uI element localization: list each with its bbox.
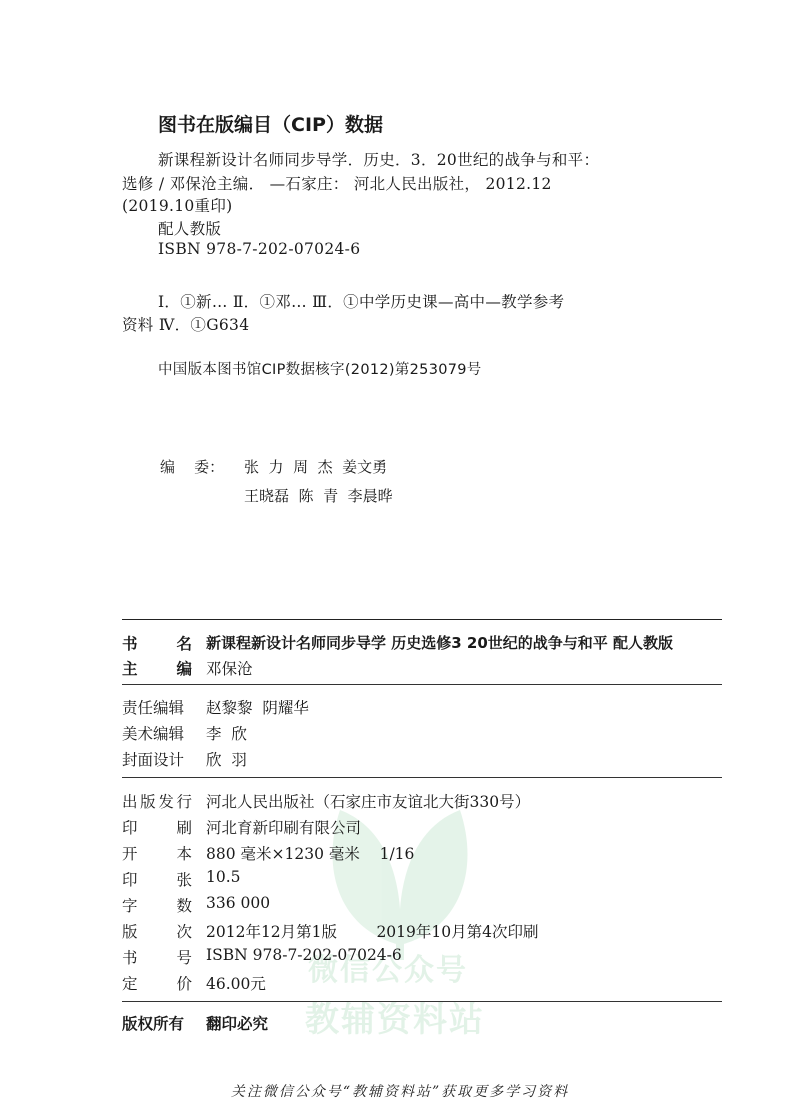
staff-value: 欣 羽 [206,751,247,769]
staff-label: 责任编辑 [122,699,185,717]
sheets-label-char: 张 [176,871,192,889]
word-count-value: 336 000 [206,894,271,912]
staff-value: 李 欣 [206,725,247,743]
printer-label-char: 刷 [176,819,192,837]
cip-classification-cont: 资料 Ⅳ．①G634 [122,316,250,334]
sheets-value: 10.5 [206,868,241,886]
rights-row [122,1012,268,1034]
cip-line-3: (2019.10重印) [122,197,233,215]
editors-row-1: 张 力 周 杰 姜文勇 [244,458,388,476]
staff-row [122,696,309,718]
word-count-row [122,894,270,916]
chief-editor-value: 邓保沧 [206,660,253,678]
staff-value: 赵黎黎 阴耀华 [206,699,309,717]
cip-classification: Ⅰ．①新… Ⅱ．①邓… Ⅲ．①中学历史课—高中—教学参考 [158,293,565,311]
word-count-label-char: 字 [122,897,138,915]
chief-editor-label-1: 主 [122,660,138,678]
watermark-text-1: 微信公众号 [308,953,468,988]
price-label-char: 定 [122,975,138,993]
edition-row [122,920,538,942]
book-title-value: 新课程新设计名师同步导学 历史选修3 20世纪的战争与和平 配人教版 [206,634,673,652]
printer-row [122,816,361,838]
format-value: 880 毫米×1230 毫米 1/16 [206,845,415,863]
sheets-row [122,868,241,890]
format-label-char: 本 [176,845,192,863]
editors-label: 编 委： [160,458,225,476]
chief-editor-label-2: 编 [176,660,192,678]
cip-line-4: 配人教版 [158,220,222,238]
publisher-row [122,790,530,812]
isbn-label-char: 书 [122,949,138,967]
staff-label: 美术编辑 [122,725,185,743]
publisher-label-char: 出 [122,793,138,811]
word-count-label-char: 数 [176,897,192,915]
cip-isbn: ISBN 978-7-202-07024-6 [158,240,361,258]
footer-promo: 关注微信公众号“教辅资料站”获取更多学习资料 [230,1084,570,1100]
publisher-label-char: 行 [176,793,192,811]
rule-2 [122,684,722,685]
staff-label: 封面设计 [122,751,185,769]
editors-row-2: 王晓磊 陈 青 李晨晔 [244,487,393,505]
staff-row [122,722,247,744]
price-value: 46.00元 [206,975,266,993]
rights-left: 版权所有 [122,1015,185,1033]
cip-record-number: 中国版本图书馆CIP数据核字(2012)第253079号 [158,362,482,378]
cip-line-1: 新课程新设计名师同步导学．历史．3．20世纪的战争与和平： [158,151,600,169]
price-label-char: 价 [176,975,192,993]
edition-label-char: 次 [176,923,192,941]
price-row [122,972,266,994]
format-row [122,842,414,864]
edition-label-char: 版 [122,923,138,941]
format-label-char: 开 [122,845,138,863]
cip-line-2: 选修 / 邓保沧主编． —石家庄： 河北人民出版社， 2012.12 [122,175,552,193]
publisher-label-char: 发 [158,793,174,811]
isbn-value: ISBN 978-7-202-07024-6 [206,946,402,964]
publisher-value: 河北人民出版社（石家庄市友谊北大街330号） [206,793,531,811]
table-top-rule [122,619,722,620]
watermark-text-2: 教辅资料站 [305,1000,485,1040]
printer-value: 河北育新印刷有限公司 [206,819,362,837]
book-title-label-1: 书 [122,635,138,653]
isbn-label-char: 号 [176,949,192,967]
publisher-label-char: 版 [140,793,156,811]
chief-editor-row [122,657,253,679]
rule-4 [122,1001,722,1002]
printer-label-char: 印 [122,819,138,837]
rights-right: 翻印必究 [206,1015,269,1033]
isbn-row [122,946,402,968]
book-title-row [122,632,673,654]
staff-row [122,748,247,770]
sheets-label-char: 印 [122,871,138,889]
book-title-label-2: 名 [176,635,192,653]
edition-value: 2012年12月第1版 2019年10月第4次印刷 [206,923,539,941]
cip-title: 图书在版编目（CIP）数据 [158,114,383,136]
